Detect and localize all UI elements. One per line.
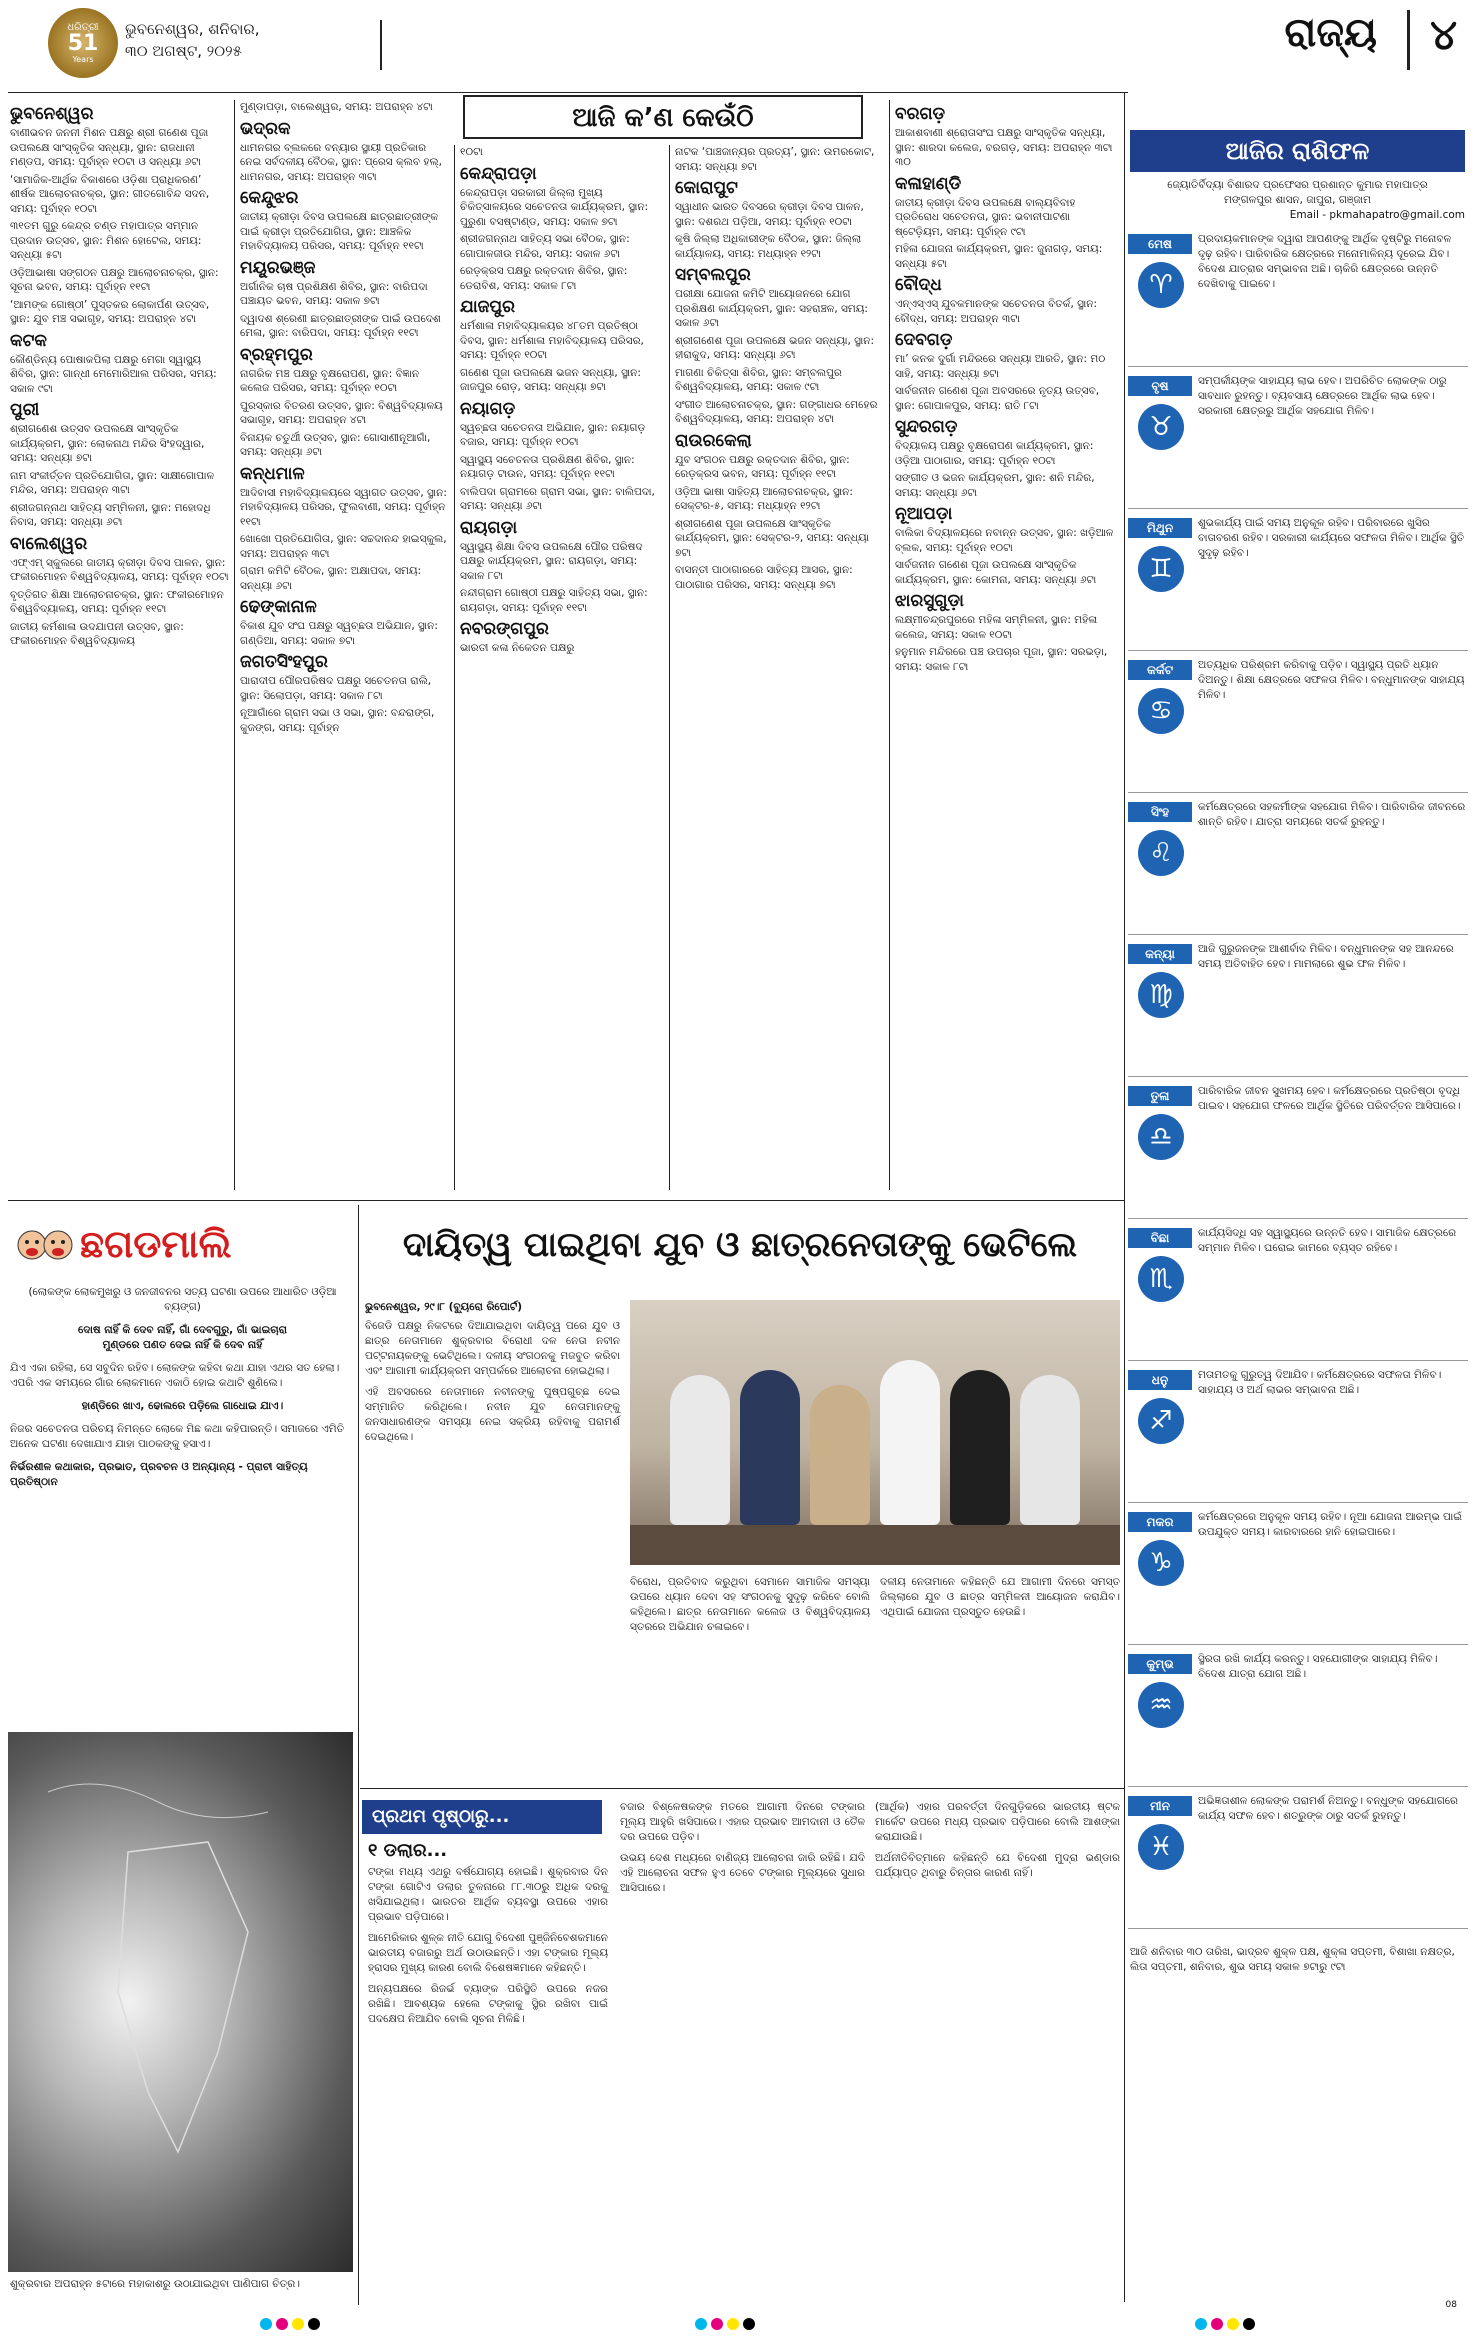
- weather-caption: ଶୁକ୍ରବାର ଅପରାହ୍ନ ୫ଟାରେ ମହାକାଶରୁ ଉଠାଯାଇଥିବା ପାଣିପାଗ ଚିତ୍ର।: [10, 2278, 300, 2290]
- rashi-label: କର୍କଟ: [1128, 660, 1192, 680]
- city-heading: ନୂଆପଡ଼ା: [895, 504, 953, 524]
- rashi-row: [1128, 512, 1468, 651]
- rashi-text: କର୍ମକ୍ଷେତ୍ରରେ ସହକର୍ମୀଙ୍କ ସହଯୋଗ ମିଳିବ। ପାରିବାରିକ ଜୀବନରେ ଶାନ୍ତି ରହିବ। ଯାତ୍ରା ସମୟରେ ସତର୍କ ରୁହନ୍ତୁ।: [1198, 801, 1466, 828]
- event-item: ବାଲିପଦା ଗ୍ରାମରେ ଗ୍ରାମ ସଭା, ସ୍ଥାନ: ବାଲିପଦା, ସମୟ: ସନ୍ଧ୍ୟା ୬ଟା: [460, 485, 655, 512]
- event-item: ‘ଆମଙ୍କ ଗୋଷ୍ଠୀ’ ପୁସ୍ତକର ଲୋକାର୍ପଣ ଉତ୍ସବ, ସ୍ଥାନ: ଯୁବ ମଞ୍ଚ ସଭାଗୃହ, ସମୟ: ଅପରାହ୍ନ ୪ଟା: [10, 298, 210, 325]
- rashifal-email: Email - pkmahapatro@gmail.com: [1289, 209, 1465, 221]
- rashi-text: କାର୍ଯ୍ୟସିଦ୍ଧି ସହ ସ୍ୱାସ୍ଥ୍ୟରେ ଉନ୍ନତି ହେବ। ସାମାଜିକ କ୍ଷେତ୍ରରେ ସମ୍ମାନ ମିଳିବ। ଘରୋଇ କାମରେ ବ୍ୟସ୍ତ ରହିବେ।: [1198, 1227, 1457, 1254]
- rashi-label: ମେଷ: [1128, 234, 1192, 254]
- event-item: ବିକାଶ ଯୁବ ସଂଘ ପକ୍ଷରୁ ସ୍ୱଚ୍ଛତା ଅଭିଯାନ, ସ୍ଥାନ: ଗଣ୍ଡିଆ, ସମୟ: ସକାଳ ୭ଟା: [240, 620, 438, 647]
- event-item: ସ୍ୱାସ୍ଥ୍ୟ ସଚେତନତା ପ୍ରଶିକ୍ଷଣ ଶିବିର, ସ୍ଥାନ: ନୟାଗଡ଼ ଟାଉନ, ସମୟ: ପୂର୍ବାହ୍ନ ୧୧ଟା: [460, 453, 635, 480]
- event-item: ବାଲିକା ବିଦ୍ୟାଳୟରେ ନବାନ୍ନ ଉତ୍ସବ, ସ୍ଥାନ: ଖଡ଼ିଆଳ ବ୍ଲକ, ସମୟ: ପୂର୍ବାହ୍ନ ୧୦ଟା: [895, 527, 1114, 554]
- city-heading: କୋରାପୁଟ: [675, 178, 738, 198]
- news-headline: ଦାୟିତ୍ୱ ପାଇଥିବା ଯୁବ ଓ ଛାତ୍ରନେତାଙ୍କୁ ଭେଟିଲେ: [402, 1225, 1078, 1265]
- event-item: ବାଣୀଭବନ ଜନନୀ ମିଶନ ପକ୍ଷରୁ ଶ୍ରୀ ଗଣେଶ ପୂଜା ଉପଲକ୍ଷେ ସାଂସ୍କୃତିକ ସନ୍ଧ୍ୟା, ସ୍ଥାନ: ରାଜଧାନୀ ମଣ୍ଡପ, ସମୟ: ପୂର୍ବାହ୍ନ ୧୦ଟା ଓ ସନ୍ଧ୍ୟା ୬ଟା: [10, 127, 209, 168]
- event-item: ଏନ୍‌ଏସ୍‌ଏସ୍ ଯୁବକମାନଙ୍କ ସଚେତନତା ବିତର୍କ, ସ୍ଥାନ: ବୌଦ୍ଧ, ସମୟ: ଅପରାହ୍ନ ୩ଟା: [895, 298, 1098, 325]
- column-rule: [669, 145, 670, 1190]
- event-item: ଖୋଖୋ ପ୍ରତିଯୋଗିତା, ସ୍ଥାନ: ସଚ୍ଚଦାନନ୍ଦ ହାଇସ୍କୁଲ, ସମୟ: ଅପରାହ୍ନ ୩ଟା: [240, 533, 447, 560]
- rashi-row: [1128, 796, 1468, 935]
- city-heading: ଦେବଗଡ଼: [895, 330, 953, 350]
- rashi-text: କର୍ମକ୍ଷେତ୍ରରେ ଅନୁକୂଳ ସମୟ ରହିବ। ନୂଆ ଯୋଜନା ଆରମ୍ଭ ପାଇଁ ଉପଯୁକ୍ତ ସମୟ। କାରବାରରେ ହାନି ହୋଇପାରେ।: [1198, 1511, 1463, 1538]
- city-heading: ରାୟଗଡ଼ା: [460, 517, 518, 538]
- photo-person: [880, 1360, 940, 1525]
- registration-mark: [1243, 2318, 1255, 2330]
- rashi-row: [1128, 654, 1468, 793]
- rashi-row: [1128, 228, 1468, 367]
- anniversary-badge: [48, 8, 118, 78]
- front-page-paragraph: ଅନ୍ୟପକ୍ଷରେ ରିଜର୍ଭ ବ୍ୟାଙ୍କ ପରିସ୍ଥିତି ଉପରେ ନଜର ରଖିଛି। ଆବଶ୍ୟକ ହେଲେ ଟଙ୍କାକୁ ସ୍ଥିର ରଖିବା ପାଇଁ ପଦକ୍ଷେପ ନିଆଯିବ ବୋଲି ସୂଚନା ମିଳିଛି।: [368, 1983, 608, 2025]
- rashi-label: ମିଥୁନ: [1128, 518, 1192, 538]
- zodiac-icon: ♒: [1138, 1682, 1184, 1728]
- column-rule: [234, 100, 235, 1190]
- event-item: ଶ୍ରୀଗଣେଶ ପୂଜା ଉପଲକ୍ଷେ ସାଂସ୍କୃତିକ କାର୍ଯ୍ୟକ୍ରମ, ସ୍ଥାନ: ସେକ୍ଟର-୨, ସମୟ: ସନ୍ଧ୍ୟା ୭ଟା: [675, 517, 870, 559]
- cartoon-body: [10, 1285, 355, 1490]
- event-item: ଜାତୀୟ କର୍ମଶାଳା ଉଦଯାପନୀ ଉତ୍ସବ, ସ୍ଥାନ: ଫକୀରମୋହନ ବିଶ୍ୱବିଦ୍ୟାଳୟ: [10, 620, 184, 647]
- city-heading: ବ୍ରହ୍ମପୁର: [240, 344, 313, 365]
- section-rule: [8, 1200, 1124, 1201]
- registration-mark: [292, 2318, 304, 2330]
- event-item: ନାମ ସଂକୀର୍ତ୍ତନ ପ୍ରତିଯୋଗିତା, ସ୍ଥାନ: ସାକ୍ଷୀଗୋପାଳ ମନ୍ଦିର, ସମୟ: ଅପରାହ୍ନ ୩ଟା: [10, 469, 215, 496]
- rashi-text: ମତାମତକୁ ଗୁରୁତ୍ୱ ଦିଆଯିବ। କର୍ମକ୍ଷେତ୍ରରେ ସଫଳତା ମିଳିବ। ସାହାଯ୍ୟ ଓ ଅର୍ଥ ଲାଭର ସମ୍ଭାବନା ଅଛି।: [1198, 1369, 1442, 1396]
- rashi-label: ମୀନ: [1128, 1796, 1192, 1816]
- event-item: କେନ୍ଦ୍ରାପଡ଼ା ସରକାରୀ ଜିଲ୍ଲା ମୁଖ୍ୟ ଚିକିତ୍ସାଳୟରେ ସଚେତନତା କାର୍ଯ୍ୟକ୍ରମ, ସ୍ଥାନ: ପୁରୁଣା ବସଷ୍ଟାଣ୍ଡ, ସମୟ: ସକାଳ ୭ଟା: [460, 186, 649, 228]
- news-paragraph: ବିରୋଧ, ପ୍ରତିବାଦ କରୁଥିବା ସେମାନେ ସାମାଜିକ ସମସ୍ୟା ଉପରେ ଧ୍ୟାନ ଦେବା ସହ ସଂଗଠନକୁ ସୁଦୃଢ଼ କରିବେ ବୋଲି କହିଥିଲେ। ଛାତ୍ର ନେତାମାନେ କଲେଜ ଓ ବିଶ୍ୱବିଦ୍ୟାଳୟ ସ୍ତରରେ ଅଭିଯାନ ଚଳାଇବେ।: [630, 1576, 870, 1633]
- city-heading: ବରଗଡ଼: [895, 104, 946, 124]
- event-item: ଓଡ଼ିଆଭାଷା ସଙ୍ଗଠନ ପକ୍ଷରୁ ଆଲୋଚନାଚକ୍ର, ସ୍ଥାନ: ସୂଚନା ଭବନ, ସମୟ: ପୂର୍ବାହ୍ନ ୧୧ଟା: [10, 266, 219, 293]
- rashi-row: [1128, 1080, 1468, 1219]
- events-column-4: [675, 145, 885, 1190]
- event-item: ବିନାୟକ ଚତୁର୍ଥୀ ଉତ୍ସବ, ସ୍ଥାନ: ଗୋସାଣୀନୂଆଗାଁ, ସମୟ: ସନ୍ଧ୍ୟା ୬ଟା: [240, 431, 431, 458]
- event-item: ବୃତ୍ତିଗତ ଶିକ୍ଷା ଆଲୋଚନାଚକ୍ର, ସ୍ଥାନ: ଫକୀରମୋହନ ବିଶ୍ୱବିଦ୍ୟାଳୟ, ସମୟ: ପୂର୍ବାହ୍ନ ୧୧ଟା: [10, 588, 224, 615]
- registration-mark: [276, 2318, 288, 2330]
- rashi-text: ପ୍ରଦାୟକମାନଙ୍କ ଦ୍ୱାରା ଆପଣଙ୍କୁ ଆର୍ଥିକ ଦୃଷ୍ଟିରୁ ମନୋବଳ ଦୃଢ଼ ରହିବ। ପାରିବାରିକ କ୍ଷେତ୍ରରେ ମନୋମାଳିନ୍ୟ ଦୂରେଇ ଯିବ। ବିଦେଶ ଯାତ୍ରାର ସମ୍ଭାବନା ଅଛି। ଚାକିରି କ୍ଷେତ୍ରରେ ଉନ୍ନତି ଦେଖିବାକୁ ପାଇବେ।: [1198, 233, 1452, 290]
- registration-mark: [711, 2318, 723, 2330]
- events-column-3: [460, 145, 665, 1190]
- photo-person: [810, 1385, 870, 1525]
- news-photo: [630, 1300, 1120, 1565]
- event-item: ହନୁମାନ ମନ୍ଦିରରେ ପଞ୍ଚ ଉପଚାର ପୂଜା, ସ୍ଥାନ: ସରଭଡ଼ା, ସମୟ: ସକାଳ ୮ଟା: [895, 646, 1108, 673]
- event-item: ରେଡ଼କ୍ରସ ପକ୍ଷରୁ ରକ୍ତଦାନ ଶିବିର, ସ୍ଥାନ: ଡେରାବିଶ, ସମୟ: ସକାଳ ୮ଟା: [460, 265, 628, 292]
- event-item: ସାର୍ବଜନୀନ ଗଣେଶ ପୂଜା ଉପଲକ୍ଷେ ସାଂସ୍କୃତିକ କାର୍ଯ୍ୟକ୍ରମ, ସ୍ଥାନ: କୋମନା, ସମୟ: ସନ୍ଧ୍ୟା ୬ଟା: [895, 559, 1097, 586]
- event-item: ଦ୍ୱାଦଶ ଶ୍ରେଣୀ ଛାତ୍ରଛାତ୍ରୀଙ୍କ ପାଇଁ ଉପଦେଶ ମେଳା, ସ୍ଥାନ: ବାରିପଦା, ସମୟ: ପୂର୍ବାହ୍ନ ୧୧ଟା: [240, 312, 441, 339]
- city-heading: କେନ୍ଦ୍ରାପଡ଼ା: [460, 163, 537, 184]
- event-item: ଆଦିବାସୀ ମହାବିଦ୍ୟାଳୟରେ ସ୍ୱାଗତ ଉତ୍ସବ, ସ୍ଥାନ: ମହାବିଦ୍ୟାଳୟ ପରିସର, ଫୁଲବାଣୀ, ସମୟ: ପୂର୍ବାହ୍ନ ୧୧ଟା: [240, 486, 447, 528]
- rashi-label: କୁମ୍ଭ: [1128, 1654, 1192, 1674]
- rashi-label: ବୃଷ: [1128, 376, 1192, 396]
- event-item: ଜାତୀୟ କ୍ରୀଡ଼ା ଦିବସ ଉପଲକ୍ଷେ ବାଲ୍ୟବିବାହ ପ୍ରତିରୋଧ ସଚେତନତା, ସ୍ଥାନ: ଭବାନୀପାଟଣା ଷ୍ଟେଡ଼ିୟମ, ସମୟ: ପୂର୍ବାହ୍ନ ୯ଟା: [895, 196, 1076, 238]
- event-item: ନୂଆଗାଁରେ ଗ୍ରାମ ସଭା ଓ ସଭା, ସ୍ଥାନ: ବନ୍ଦରାଙ୍ଗ, କୁଜଙ୍ଗ, ସମୟ: ପୂର୍ବାହ୍ନ: [240, 707, 435, 734]
- zodiac-icon: ♈: [1138, 262, 1184, 308]
- cartoon-title: ଛଗଡମାଲି: [80, 1222, 232, 1266]
- event-item: ମହିଳା ଯୋଜନା କାର୍ଯ୍ୟକ୍ରମ, ସ୍ଥାନ: ଜୁନାଗଡ଼, ସମୟ: ସନ୍ଧ୍ୟା ୫ଟା: [895, 243, 1103, 270]
- cartoon-verse: ମୁଣ୍ଡରେ ପଣତ ଦେଇ ନାହିଁ କି ଦେବ ନାହିଁ: [102, 1339, 263, 1351]
- rashi-text: ପାରିବାରିକ ଜୀବନ ସୁଖମୟ ହେବ। କର୍ମକ୍ଷେତ୍ରରେ ପ୍ରତିଷ୍ଠା ବୃଦ୍ଧି ପାଇବ। ସହଯୋଗ ଫଳରେ ଆର୍ଥିକ ସ୍ଥିତିରେ ପରିବର୍ତ୍ତନ ଆସିପାରେ।: [1198, 1085, 1461, 1112]
- event-item: ପୁରସ୍କାର ବିତରଣ ଉତ୍ସବ, ସ୍ଥାନ: ବିଶ୍ୱବିଦ୍ୟାଳୟ ସଭାଗୃହ, ସମୟ: ଅପରାହ୍ନ ୪ଟା: [240, 399, 443, 426]
- front-page-paragraph: (ଆର୍ଥିକ) ଏହାର ପରବର୍ତ୍ତୀ ଦିନଗୁଡ଼ିକରେ ଭାରତୀୟ ଷ୍ଟକ ମାର୍କେଟ ଉପରେ ମଧ୍ୟ ପ୍ରଭାବ ପଡ଼ିପାରେ ବୋଲି ଆଶଙ୍କା କରାଯାଉଛି।: [875, 1801, 1120, 1843]
- event-item: ଗ୍ରାମ କମିଟି ବୈଠକ, ସ୍ଥାନ: ଅକ୍ଷାପଦା, ସମୟ: ସନ୍ଧ୍ୟା ୬ଟା: [240, 565, 422, 592]
- event-item: ସ୍ୱାଧୀନ ଭାରତ ଦିବସରେ କ୍ରୀଡ଼ା ଦିବସ ପାଳନ, ସ୍ଥାନ: ଦଶରଥ ପଡ଼ିଆ, ସମୟ: ପୂର୍ବାହ୍ନ ୧୦ଟା: [675, 201, 864, 228]
- event-item: ଓଡ଼ିଆ ଭାଷା ସାହିତ୍ୟ ଆଲୋଚନାଚକ୍ର, ସ୍ଥାନ: ସେକ୍ଟର-୫, ସମୟ: ମଧ୍ୟାହ୍ନ ୧୨ଟା: [675, 485, 853, 512]
- event-item: ମା’ କନକ ଦୁର୍ଗା ମନ୍ଦିରରେ ସନ୍ଧ୍ୟା ଆରତି, ସ୍ଥାନ: ମଠ ସାହି, ସମୟ: ସନ୍ଧ୍ୟା ୭ଟା: [895, 353, 1106, 380]
- badge-number: 51: [67, 31, 99, 56]
- registration-mark: [308, 2318, 320, 2330]
- photo-person: [950, 1370, 1010, 1525]
- city-heading: ପୁରୀ: [10, 400, 40, 420]
- rashi-label: ତୁଳା: [1128, 1086, 1192, 1106]
- event-item: ଏଫ୍‌ଏମ୍ ସ୍କୁଲରେ ଜାତୀୟ କ୍ରୀଡ଼ା ଦିବସ ପାଳନ, ସ୍ଥାନ: ଫକୀରମୋହନ ବିଶ୍ୱବିଦ୍ୟାଳୟ, ସମୟ: ପୂର୍ବାହ୍ନ ୧୦ଟା: [10, 556, 229, 583]
- city-heading: ରାଉରକେଲା: [675, 430, 752, 451]
- front-page-paragraph: ଟଙ୍କା ମଧ୍ୟ ଏଥରୁ ବର୍ଷଯୋଗ୍ୟ ହୋଇଛି। ଶୁକ୍ରବାର ଦିନ ଟଙ୍କା ଗୋଟିଏ ଡଲାର ତୁଳନାରେ ୮୮.୩୦ରୁ ଅଧିକ ଦରକୁ ଖସିଯାଇଥିଲା। ଭାରତର ଆର୍ଥିକ ବ୍ୟବସ୍ଥା ଉପରେ ଏହାର ପ୍ରଭାବ ପଡ଼ିପାରେ।: [368, 1866, 608, 1923]
- event-item: ଗଣେଶ ପୂଜା ଉପଲକ୍ଷେ ଭଜନ ସନ୍ଧ୍ୟା, ସ୍ଥାନ: ଜାଜପୁର ରୋଡ଼, ସମୟ: ସନ୍ଧ୍ୟା ୭ଟା: [460, 366, 641, 393]
- front-page-paragraph: ଉଭୟ ଦେଶ ମଧ୍ୟରେ ବାଣିଜ୍ୟ ଆଲୋଚନା ଜାରି ରହିଛି। ଯଦି ଏହି ଆଲୋଚନା ସଫଳ ହୁଏ ତେବେ ଟଙ୍କାର ମୂଲ୍ୟରେ ସୁଧାର ଆସିପାରେ।: [620, 1852, 865, 1894]
- photo-table: [630, 1525, 1120, 1565]
- zodiac-icon: ♓: [1138, 1824, 1184, 1870]
- event-item: ଶ୍ରୀଗଣେଶ ଉତ୍ସବ ଉପଲକ୍ଷେ ସାଂସ୍କୃତିକ କାର୍ଯ୍ୟକ୍ରମ, ସ୍ଥାନ: ଲୋକନାଥ ମନ୍ଦିର ସିଂହଦ୍ୱାର, ସମୟ: ସନ୍ଧ୍ୟା ୭ଟା: [10, 423, 205, 464]
- event-item: ମାଗଣା ଚିକିତ୍ସା ଶିବିର, ସ୍ଥାନ: ସମ୍ବଲପୁର ବିଶ୍ୱବିଦ୍ୟାଳୟ, ସମୟ: ସକାଳ ୯ଟା: [675, 366, 842, 393]
- dateline-line1: ଭୁବନେଶ୍ୱର, ଶନିବାର,: [125, 20, 260, 38]
- rashi-text: ଶୁଭକାର୍ଯ୍ୟ ପାଇଁ ସମୟ ଅନୁକୂଳ ରହିବ। ପରିବାରରେ ଖୁସିର ବାତାବରଣ ରହିବ। ସରକାରୀ କାର୍ଯ୍ୟରେ ସଫଳତା ମିଳିବ। ଆର୍ଥିକ ସ୍ଥିତି ସୁଦୃଢ଼ ରହିବ।: [1198, 517, 1465, 559]
- registration-mark: [695, 2318, 707, 2330]
- front-page-paragraph: ଆମେରିକାର ଶୁଳ୍କ ନୀତି ଯୋଗୁ ବିଦେଶୀ ପୁଞ୍ଜିନିବେଶକମାନେ ଭାରତୀୟ ବଜାରରୁ ଅର୍ଥ ଉଠାଉଛନ୍ତି। ଏହା ଟଙ୍କାର ମୂଲ୍ୟ ହ୍ରାସର ମୁଖ୍ୟ କାରଣ ବୋଲି ବିଶେଷଜ୍ଞମାନେ କହିଛନ୍ତି।: [368, 1932, 608, 1974]
- rashifal-rule: [1124, 92, 1125, 2302]
- city-heading: ନବରଙ୍ଗପୁର: [460, 619, 549, 639]
- event-item: ‘ସାମାଜିକ-ଆର୍ଥିକ ବିକାଶରେ ଓଡ଼ିଶା ପ୍ରାଧିକରଣ’ ଶୀର୍ଷକ ଆଲୋଚନାଚକ୍ର, ସ୍ଥାନ: ଗୀତଗୋବିନ୍ଦ ସଦନ, ସମୟ: ପୂର୍ବାହ୍ନ ୧୦ଟା: [10, 173, 210, 215]
- event-item: ଭାରତୀ କଳା ନିକେତନ ପକ୍ଷରୁ: [460, 642, 575, 654]
- city-heading: ବାଲେଶ୍ୱର: [10, 533, 88, 554]
- events-column-2: [240, 100, 450, 1190]
- city-heading: ନୟାଗଡ଼: [460, 398, 516, 419]
- photo-person: [740, 1370, 800, 1525]
- city-heading: ସୁନ୍ଦରଗଡ଼: [895, 417, 958, 437]
- section-title: ରାଜ୍ୟ: [1284, 10, 1377, 56]
- front-page-column-2: [620, 1800, 865, 1896]
- news-paragraph: ଏହି ଅବସରରେ ନେତାମାନେ ନବୀନଙ୍କୁ ପୁଷ୍ପଗୁଚ୍ଛ ଦେଇ ସମ୍ମାନିତ କରିଥିଲେ। ନବୀନ ଯୁବ ନେତାମାନଙ୍କୁ ଜନସାଧାରଣଙ୍କ ସମସ୍ୟା ନେଇ ସକ୍ରିୟ ରହିବାକୁ ପରାମର୍ଶ ଦେଇଥିଲେ।: [365, 1386, 620, 1443]
- city-heading: ଢେଙ୍କାନାଳ: [240, 597, 317, 617]
- city-heading: କେନ୍ଦୁଝର: [240, 188, 299, 208]
- rashi-text: ଅତ୍ୟଧିକ ପରିଶ୍ରମ କରିବାକୁ ପଡ଼ିବ। ସ୍ୱାସ୍ଥ୍ୟ ପ୍ରତି ଧ୍ୟାନ ଦିଅନ୍ତୁ। ଶିକ୍ଷା କ୍ଷେତ୍ରରେ ସଫଳତା ମିଳିବ। ବନ୍ଧୁମାନଙ୍କ ସାହାଯ୍ୟ ମିଳିବ।: [1198, 659, 1465, 701]
- rashi-text: ଆଜି ଗୁରୁଜନଙ୍କ ଆଶୀର୍ବାଦ ମିଳିବ। ବନ୍ଧୁମାନଙ୍କ ସହ ଆନନ୍ଦରେ ସମୟ ଅତିବାହିତ ହେବ। ମାମଲାରେ ଶୁଭ ଫଳ ମିଳିବ।: [1198, 943, 1454, 970]
- rashifal-author: ଜ୍ୟୋତିର୍ବିଦ୍ୟା ବିଶାରଦ ପ୍ରଫେସର ପ୍ରଶାନ୍ତ କୁମାର ମହାପାତ୍ର: [1167, 179, 1428, 191]
- event-item: ଶ୍ରୀଜଗନ୍ନାଥ ସାହିତ୍ୟ ସମ୍ମିଳନୀ, ସ୍ଥାନ: ମହୋଦଧି ନିବାସ, ସମୟ: ସନ୍ଧ୍ୟା ୬ଟା: [10, 501, 211, 528]
- event-item: କୃଷି ଜିଲ୍ଲା ଅଧିକାରୀଙ୍କ ବୈଠକ, ସ୍ଥାନ: ଜିଲ୍ଲା କାର୍ଯ୍ୟାଳୟ, ସମୟ: ମଧ୍ୟାହ୍ନ ୧୨ଟା: [675, 233, 862, 260]
- event-item: ଆକାଶବାଣୀ ଶ୍ରୋତାସଂଘ ପକ୍ଷରୁ ସାଂସ୍କୃତିକ ସନ୍ଧ୍ୟା, ସ୍ଥାନ: ଶାରଦା କଲେଜ, ବରଗଡ଼, ସମୟ: ଅପରାହ୍ନ ୩ଟା ୩୦: [895, 127, 1113, 168]
- zodiac-icon: ♎: [1138, 1114, 1184, 1160]
- cartoon-paragraph: ନିଜର ସଚେତନତା ପରିଚୟ ନିମନ୍ତେ ଲୋକେ ମିଛ କଥା କହିପାରନ୍ତି। ସମାଜରେ ଏମିତି ଅନେକ ଘଟଣା ଦେଖାଯାଏ ଯାହା ପାଠକଙ୍କୁ ହସାଏ।: [10, 1423, 345, 1450]
- registration-mark: [1227, 2318, 1239, 2330]
- registration-mark: [1211, 2318, 1223, 2330]
- event-item: ନନ୍ଦୀଗ୍ରାମ ଗୋଷ୍ଠୀ ପକ୍ଷରୁ ସାହିତ୍ୟ ସଭା, ସ୍ଥାନ: ରାୟଗଡ଼ା, ସମୟ: ପୂର୍ବାହ୍ନ ୧୧ଟା: [460, 587, 648, 614]
- rashi-row: [1128, 1364, 1468, 1503]
- front-page-paragraph: ଅର୍ଥନୀତିବିତ୍‌ମାନେ କହିଛନ୍ତି ଯେ ବିଦେଶୀ ମୁଦ୍ରା ଭଣ୍ଡାର ପର୍ଯ୍ୟାପ୍ତ ଥିବାରୁ ଚିନ୍ତାର କାରଣ ନାହିଁ।: [875, 1852, 1120, 1879]
- front-page-column-3: [875, 1800, 1120, 1881]
- city-heading: ଯାଜପୁର: [460, 297, 515, 317]
- events-column-5: [895, 100, 1120, 1190]
- event-item: ସାର୍ବଜନୀନ ଗଣେଶ ପୂଜା ଅବସରରେ ନୃତ୍ୟ ଉତ୍ସବ, ସ୍ଥାନ: ଗୋପାଳପୁର, ସମୟ: ରାତି ୮ଟା: [895, 385, 1100, 412]
- masthead-rule: [8, 92, 1128, 93]
- event-item: ପାରାଦୀପ ପୌରପରିଷଦ ପକ୍ଷରୁ ସଚେତନତା ରାଲି, ସ୍ଥାନ: ସିଲୋପଡ଼ା, ସମୟ: ସକାଳ ୮ଟା: [240, 675, 432, 702]
- event-item: ୧୦ଟା: [460, 146, 483, 158]
- rashi-row: [1128, 1506, 1468, 1645]
- city-heading: କଟକ: [10, 330, 47, 351]
- cartoon-paragraph: ଯିଏ ଏକା ରହିଲା, ସେ ସବୁଦିନ ରହିବ। ଲୋକଙ୍କ କହିବା କଥା ଯାହା ଏଥର ସତ ହେଲା। ଏପରି ଏକ ସମୟରେ ଗାଁର ଲୋକମାନେ ଏକାଠି ହୋଇ କଥାଟି ଶୁଣିଲେ।: [10, 1362, 340, 1389]
- rashi-row: [1128, 1648, 1468, 1787]
- event-item: ପରୀକ୍ଷା ଯୋଜନା କମିଟି ଆୟୋଜନରେ ଯୋଗ ପ୍ରଶିକ୍ଷଣ କାର୍ଯ୍ୟକ୍ରମ, ସ୍ଥାନ: ସହରାଞ୍ଚଳ, ସମୟ: ସକାଳ ୬ଟା: [675, 288, 868, 329]
- front-page-column-1: [368, 1865, 608, 2027]
- rashi-row: [1128, 1222, 1468, 1361]
- cartoon-credit: ନିର୍ଭରଶୀଳ କଥାକାର, ପ୍ରଭାତ, ପ୍ରବଚନ ଓ ଅନ୍ୟାନ୍ୟ - ପ୍ରାଚୀ ସାହିତ୍ୟ ପ୍ରତିଷ୍ଠାନ: [10, 1461, 308, 1488]
- rashi-label: କନ୍ୟା: [1128, 944, 1192, 964]
- column-rule: [358, 1205, 359, 2305]
- event-item: ଲକ୍ଷ୍ମୀଚନ୍ଦ୍ରପୁରରେ ମହିଳା ସମ୍ମିଳନୀ, ସ୍ଥାନ: ମହିଳା କଲେଜ, ସମୟ: ସକାଳ ୧୦ଟା: [895, 614, 1098, 641]
- event-item: ସ୍ୱାସ୍ଥ୍ୟ ଶିକ୍ଷା ଦିବସ ଉପଲକ୍ଷେ ପୌର ପରିଷଦ ପକ୍ଷରୁ କାର୍ଯ୍ୟକ୍ରମ, ସ୍ଥାନ: ରାୟଗଡ଼ା, ସମୟ: ସକାଳ ୮ଟା: [460, 540, 643, 582]
- zodiac-icon: ♍: [1138, 972, 1184, 1018]
- city-heading: ଭୁବନେଶ୍ୱର: [10, 104, 94, 124]
- zodiac-icon: ♊: [1138, 546, 1184, 592]
- rashi-row: [1128, 370, 1468, 509]
- city-heading: ଭଦ୍ରକ: [240, 118, 291, 139]
- city-heading: ମୟୂରଭଞ୍ଜ: [240, 257, 316, 278]
- news-paragraph: ଦଳୀୟ ନେତାମାନେ କହିଛନ୍ତି ଯେ ଆଗାମୀ ଦିନରେ ସମସ୍ତ ଜିଲ୍ଲାରେ ଯୁବ ଓ ଛାତ୍ର ସମ୍ମିଳନୀ ଆୟୋଜନ କରାଯିବ। ଏଥିପାଇଁ ଯୋଜନା ପ୍ରସ୍ତୁତ ହେଉଛି।: [880, 1576, 1120, 1618]
- photo-person: [1020, 1375, 1080, 1525]
- registration-mark: [1195, 2318, 1207, 2330]
- photo-person: [670, 1375, 730, 1525]
- event-item: ଧାମନଗର ବ୍ଲକରେ ବନ୍ୟାର ସ୍ଥାୟୀ ପ୍ରତିକାର ନେଇ ସର୍ବଦଳୀୟ ବୈଠକ, ସ୍ଥାନ: ପ୍ରେସ କ୍ଲବ ହଲ୍, ଧାମନଗର, ସମୟ: ଅପରାହ୍ନ ୩ଟା: [240, 141, 442, 183]
- event-item: ନାଗରିକ ମଞ୍ଚ ପକ୍ଷରୁ ବୃକ୍ଷରୋପଣ, ସ୍ଥାନ: ବିଜ୍ଞାନ କଲେଜ ପରିସର, ସମୟ: ପୂର୍ବାହ୍ନ ୧୦ଟା: [240, 367, 420, 394]
- events-column-1: [10, 100, 230, 1190]
- city-heading: ଝାରସୁଗୁଡ଼ା: [895, 591, 964, 611]
- event-item: ଯୁବ ସଂଗଠନ ପକ୍ଷରୁ ରକ୍ତଦାନ ଶିବିର, ସ୍ଥାନ: ରେଡ଼କ୍ରସ ଭବନ, ସମୟ: ପୂର୍ବାହ୍ନ ୧୧ଟା: [675, 453, 850, 480]
- cartoon-faces-icon: [12, 1220, 76, 1280]
- city-heading: ଜଗତସିଂହପୁର: [240, 652, 328, 672]
- city-heading: କନ୍ଧମାଳ: [240, 463, 305, 484]
- city-heading: ବୌଦ୍ଧ: [895, 275, 942, 295]
- cartoon-verse: ହାଣ୍ଡିରେ ଖାଏ, ଢୋଲରେ ପଡ଼ିଲେ ଗାଧୋଇ ଯାଏ।: [81, 1400, 284, 1412]
- rashi-row: [1128, 1790, 1468, 1929]
- rashi-label: ଧନୁ: [1128, 1370, 1192, 1390]
- zodiac-icon: ♏: [1138, 1256, 1184, 1302]
- zodiac-icon: ♐: [1138, 1398, 1184, 1444]
- event-item: ଶ୍ରୀଗଣେଶ ପୂଜା ଉପଲକ୍ଷେ ଭଜନ ସନ୍ଧ୍ୟା, ସ୍ଥାନ: ହୀରାକୁଦ, ସମୟ: ସନ୍ଧ୍ୟା ୬ଟା: [675, 334, 874, 361]
- event-item: ମୁଣ୍ଡାପଡ଼ା, ବାଲେଶ୍ୱର, ସମୟ: ଅପରାହ୍ନ ୪ଟା: [240, 101, 433, 113]
- rashi-label: ମକର: [1128, 1512, 1192, 1532]
- page-code: 08: [1445, 2300, 1457, 2310]
- front-page-paragraph: ବଜାର ବିଶ୍ଳେଷକଙ୍କ ମତରେ ଆଗାମୀ ଦିନରେ ଟଙ୍କାର ମୂଲ୍ୟ ଆହୁରି ଖସିପାରେ। ଏହାର ପ୍ରଭାବ ଆମଦାନୀ ଓ ତୈଳ ଦର ଉପରେ ପଡ଼ିବ।: [620, 1801, 865, 1843]
- column-rule: [889, 100, 890, 1190]
- event-item: ନାଟକ ‘ପାଞ୍ଚଜାନ୍ୟର ପ୍ରତ୍ୟ’, ସ୍ଥାନ: ଉମରକୋଟ, ସମୟ: ସନ୍ଧ୍ୟା ୭ଟା: [675, 146, 875, 173]
- zodiac-icon: ♌: [1138, 830, 1184, 876]
- zodiac-icon: ♋: [1138, 688, 1184, 734]
- event-item: ଜାତୀୟ କ୍ରୀଡ଼ା ଦିବସ ଉପଲକ୍ଷେ ଛାତ୍ରଛାତ୍ରୀଙ୍କ ପାଇଁ କ୍ରୀଡ଼ା ପ୍ରତିଯୋଗିତା, ସ୍ଥାନ: ଆଞ୍ଚଳିକ ମହାବିଦ୍ୟାଳୟ ପରିସର, ସମୟ: ପୂର୍ବାହ୍ନ ୧୧ଟା: [240, 211, 439, 252]
- rashi-text: ସ୍ଥିରତା ରଖି କାର୍ଯ୍ୟ କରନ୍ତୁ। ସହଯୋଗୀଙ୍କ ସାହାଯ୍ୟ ମିଳିବ। ବିଦେଶ ଯାତ୍ରା ଯୋଗ ଅଛି।: [1198, 1653, 1438, 1680]
- event-item: ଧର୍ମଶାଳା ମହାବିଦ୍ୟାଳୟର ୪୮ତମ ପ୍ରତିଷ୍ଠା ଦିବସ, ସ୍ଥାନ: ଧର୍ମଶାଳା ମହାବିଦ୍ୟାଳୟ ପରିସର, ସମୟ: ପୂର୍ବାହ୍ନ ୧୦ଟା: [460, 320, 644, 361]
- event-item: ବିଦ୍ୟାଳୟ ପକ୍ଷରୁ ବୃକ୍ଷରୋପଣ କାର୍ଯ୍ୟକ୍ରମ, ସ୍ଥାନ: ଓଡ଼ିଆ ପାଠାଗାର, ସମୟ: ପୂର୍ବାହ୍ନ ୧୦ଟା: [895, 440, 1094, 467]
- dateline-line2: ୩୦ ଅଗଷ୍ଟ, ୨୦୨୫: [125, 42, 242, 60]
- zodiac-icon: ♑: [1138, 1540, 1184, 1586]
- rashifal-byline: [1130, 178, 1465, 223]
- news-dateline: ଭୁବନେଶ୍ୱର, ୨୯।୮ (ବ୍ୟୁରୋ ରିପୋର୍ଟ): [365, 1301, 522, 1313]
- rashi-label: ସିଂହ: [1128, 802, 1192, 822]
- city-heading: ସମ୍ବଲପୁର: [675, 265, 751, 285]
- badge-top: ଧରିତ୍ରୀ: [67, 22, 99, 33]
- rashifal-address: ମଙ୍ଗଳପୁର ଶାସନ, ଜାପୁରା, ଗଞ୍ଜାମ: [1224, 194, 1371, 206]
- event-item: କୌଣ୍ଡିନ୍ୟ ପୋଷାକପିଲା ପକ୍ଷରୁ ମେଗା ସ୍ୱାସ୍ଥ୍ୟ ଶିବିର, ସ୍ଥାନ: ଗାନ୍ଧୀ ମେମୋରିଆଲ ପରିସର, ସମୟ: ସକାଳ ୯ଟା: [10, 353, 217, 395]
- panchang: ଆଜି ଶନିବାର ୩୦ ତାରିଖ, ଭାଦ୍ରବ ଶୁକ୍ଳ ପକ୍ଷ, ଶୁକ୍ଳା ସପ୍ତମୀ, ବିଶାଖା ନକ୍ଷତ୍ର, ଲିତା ସପ୍ତମୀ, ଶନିବାର, ଶୁଭ ସମୟ ସକାଳ ୭ଟାରୁ ୯ଟା: [1130, 1946, 1455, 1973]
- news-column-1: [365, 1300, 620, 1445]
- rashi-text: ଅଭିଜ୍ଞତାଶୀଳ ଲୋକଙ୍କ ପରାମର୍ଶ ନିଅନ୍ତୁ। ବନ୍ଧୁଙ୍କ ସହଯୋଗରେ କାର୍ଯ୍ୟ ସଫଳ ହେବ। ଶତ୍ରୁଙ୍କ ଠାରୁ ସତର୍କ ରୁହନ୍ତୁ।: [1198, 1795, 1458, 1822]
- dateline: [125, 18, 375, 62]
- event-item: ଅର୍ଗାନିକ ଚାଷ ପ୍ରଶିକ୍ଷଣ ଶିବିର, ସ୍ଥାନ: ବାରିପଦା ପଞ୍ଚାୟତ ଭବନ, ସମୟ: ସକାଳ ୭ଟା: [240, 280, 428, 307]
- page-number: ୪: [1407, 10, 1457, 70]
- section-rule: [360, 1788, 1124, 1789]
- zodiac-icon: ♉: [1138, 404, 1184, 450]
- news-paragraph: ବିଜେଡି ପକ୍ଷରୁ ନିକଟରେ ଦିଆଯାଇଥିବା ଦାୟିତ୍ୱ ପରେ ଯୁବ ଓ ଛାତ୍ର ନେତାମାନେ ଶୁକ୍ରବାର ବିରୋଧୀ ଦଳ ନେତା ନବୀନ ପଟ୍ଟନାୟକଙ୍କୁ ଭେଟିଥିଲେ। ଦଳୀୟ ସଂଗଠନକୁ ମଜବୁତ କରିବା ଏବଂ ଆଗାମୀ କାର୍ଯ୍ୟକ୍ରମ ସମ୍ପର୍କରେ ଆଲୋଚନା ହୋଇଥିଲା।: [365, 1320, 620, 1377]
- cartoon-verse: ଦୋଷ ନାହିଁ କି ଦେବ ନାହିଁ, ଗାଁ ଦେବଗୁରୁ, ଗାଁ ଭାଇଚାରା: [77, 1324, 288, 1336]
- event-item: ସଙ୍ଗୀତ ଓ ଭଜନ କାର୍ଯ୍ୟକ୍ରମ, ସ୍ଥାନ: ଶନି ମନ୍ଦିର, ସମୟ: ସନ୍ଧ୍ୟା ୬ଟା: [895, 472, 1095, 499]
- city-heading: କଳାହାଣ୍ଡି: [895, 173, 962, 194]
- registration-mark: [727, 2318, 739, 2330]
- rashi-label: ବିଛା: [1128, 1228, 1192, 1248]
- events-title: ଆଜି କ’ଣ କେଉଁଠି: [463, 95, 863, 139]
- event-item: ୩୧ତମ ଗୁରୁ କେନ୍ଦ୍ର ଚଣ୍ଡ ମହାପାତ୍ର ସମ୍ମାନ ପ୍ରଦାନ ଉତ୍ସବ, ସ୍ଥାନ: ମିଶନ ହୋଟେଲ, ସମୟ: ସନ୍ଧ୍ୟା ୫ଟା: [10, 220, 202, 261]
- registration-mark: [743, 2318, 755, 2330]
- rashi-row: [1128, 938, 1468, 1077]
- rashi-text: ସମ୍ପର୍କୀୟଙ୍କ ସାହାଯ୍ୟ ଲାଭ ହେବ। ଅପରିଚିତ ଲୋକଙ୍କ ଠାରୁ ସାବଧାନ ରୁହନ୍ତୁ। ବ୍ୟବସାୟ କ୍ଷେତ୍ରରେ ଆର୍ଥିକ ଲାଭ ହେବ। ସରକାରୀ କ୍ଷେତ୍ରରୁ ଆର୍ଥିକ ସହଯୋଗ ମିଳିବ।: [1198, 375, 1447, 417]
- satellite-weather-image: [8, 1732, 353, 2272]
- event-item: ସ୍ୱଚ୍ଛତା ସଚେତନତା ଅଭିଯାନ, ସ୍ଥାନ: ନୟାଗଡ଼ ବଜାର, ସମୟ: ପୂର୍ବାହ୍ନ ୧୦ଟା: [460, 421, 646, 448]
- cartoon-subtitle: (ଲୋକଙ୍କ ଲୋକମୁଖରୁ ଓ ଜନଜୀବନର ସତ୍ୟ ଘଟଣା ଉପରେ ଆଧାରିତ ଓଡ଼ିଆ ବ୍ୟଙ୍ଗ): [28, 1286, 337, 1313]
- section-header: [1157, 10, 1467, 70]
- rashifal-title: ଆଜିର ରାଶିଫଳ: [1130, 130, 1465, 172]
- badge-years: Years: [72, 55, 94, 64]
- event-item: ଶ୍ରୀଜଗନ୍ନାଥ ସାହିତ୍ୟ ସଭା ବୈଠକ, ସ୍ଥାନ: ଗୋପାଳଜୀଉ ମନ୍ଦିର, ସମୟ: ସକାଳ ୬ଟା: [460, 233, 630, 260]
- dateline-divider: [380, 20, 382, 70]
- front-page-story-title: ୧ ଡଲାର...: [368, 1840, 448, 1861]
- event-item: ସଂଗୀତ ଆଲୋଚନାଚକ୍ର, ସ୍ଥାନ: ଗଙ୍ଗାଧର ମେହେର ବିଶ୍ୱବିଦ୍ୟାଳୟ, ସମୟ: ଅପରାହ୍ନ ୪ଟା: [675, 398, 878, 425]
- registration-mark: [260, 2318, 272, 2330]
- event-item: ବାସନ୍ତୀ ପାଠାଗାରରେ ସାହିତ୍ୟ ଆସର, ସ୍ଥାନ: ପାଠାଗାର ପରିସର, ସମୟ: ସନ୍ଧ୍ୟା ୭ଟା: [675, 564, 853, 591]
- front-page-banner: ପ୍ରଥମ ପୃଷ୍ଠାରୁ...: [362, 1800, 602, 1834]
- column-rule: [454, 145, 455, 1190]
